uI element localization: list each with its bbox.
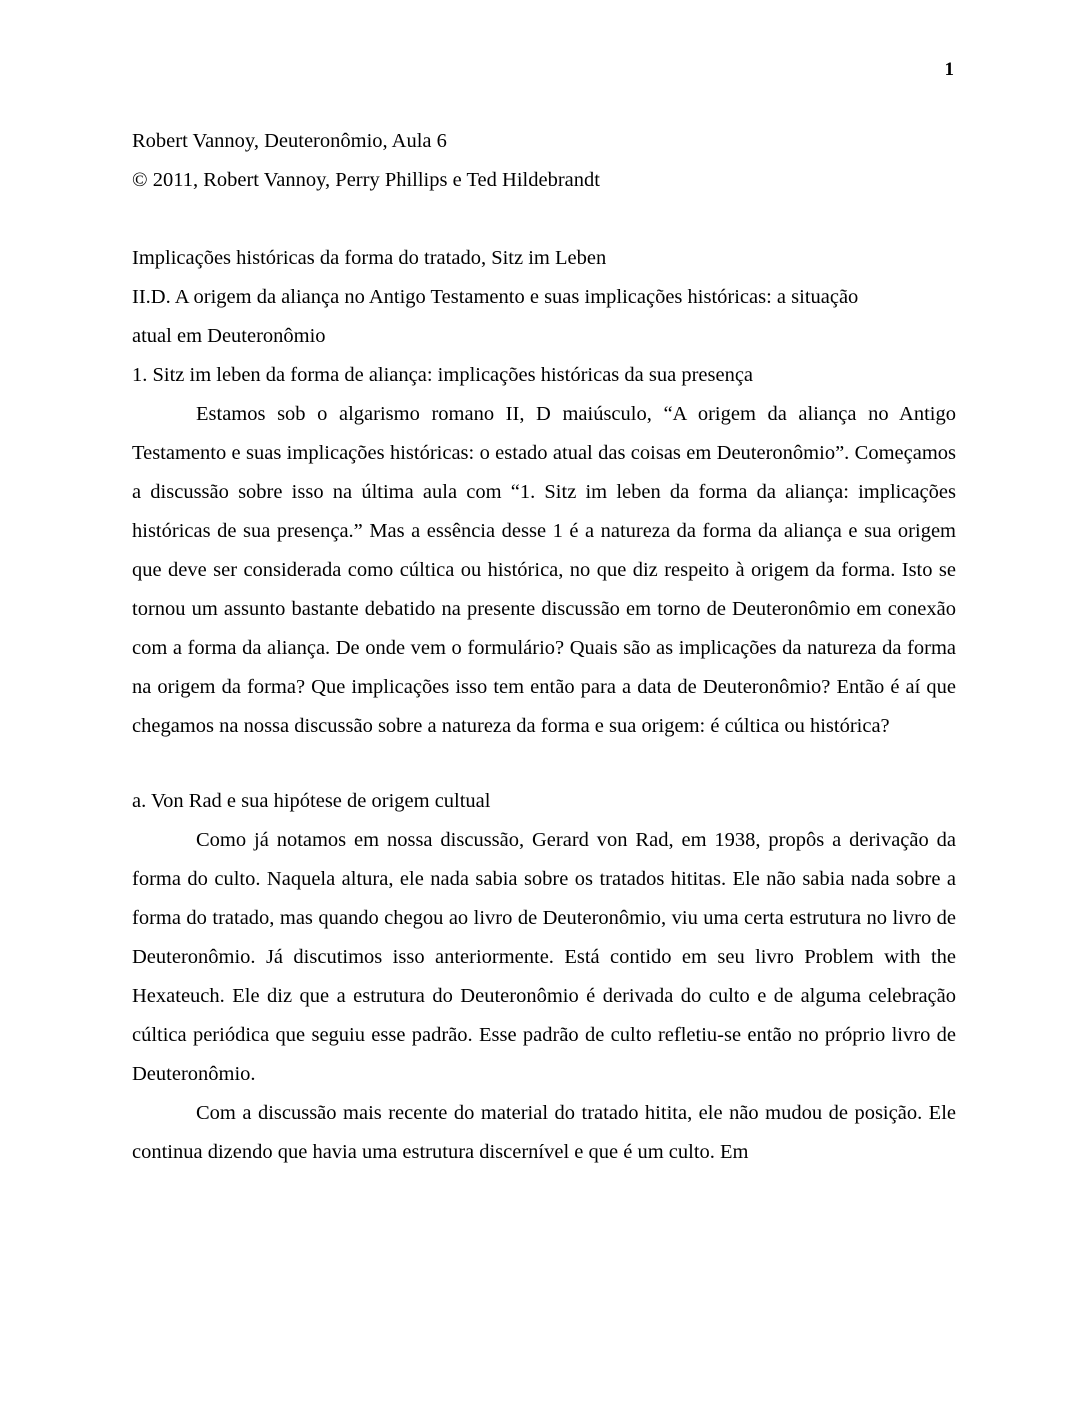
header-line-copyright: © 2011, Robert Vannoy, Perry Phillips e Ted Hildebrandt	[132, 169, 600, 191]
subsection-heading: 1. Sitz im leben da forma de aliança: implicações históricas da sua presença	[132, 364, 754, 386]
spacer-before-subheading-a	[132, 746, 956, 782]
paragraph-3: Com a discussão mais recente do material do tratado hitita, ele não mudou de posição. Ele continua dizendo que havia uma estrutura discernível e que é um culto. Em	[132, 1102, 956, 1163]
spacer-after-header	[132, 200, 956, 239]
header-line-title: Robert Vannoy, Deuteronômio, Aula 6	[132, 130, 447, 152]
topic-heading: Implicações históricas da forma do tratado, Sitz im Leben	[132, 247, 607, 269]
topic-heading-block	[132, 239, 956, 395]
subheading-a: a. Von Rad e sua hipótese de origem cultual	[132, 790, 491, 812]
document-header-block	[132, 122, 956, 200]
section-heading-line-2: atual em Deuteronômio	[132, 325, 326, 347]
paragraph-2: Como já notamos em nossa discussão, Gerard von Rad, em 1938, propôs a derivação da forma do culto. Naquela altura, ele nada sabia sobre os tratados hititas. Ele não sabia nada sobre a forma do tratado, mas quando chegou ao livro de Deuteronômio, viu uma certa estrutura no livro de Deuteronômio. Já discutimos isso anteriormente. Está contido em seu livro Problem with the Hexateuch. Ele diz que a estrutura do Deuteronômio é derivada do culto e de alguma celebração cúltica periódica que seguiu esse padrão. Esse padrão de culto refletiu-se então no próprio livro de Deuteronômio.	[132, 829, 956, 1085]
page-number: 1	[944, 59, 954, 80]
paragraph-1: Estamos sob o algarismo romano II, D maiúsculo, “A origem da aliança no Antigo Testamento e suas implicações históricas: o estado atual das coisas em Deuteronômio”. Começamos a discussão sobre isso na última aula com “1. Sitz im leben da forma da aliança: implicações históricas de sua presença.” Mas a essência desse 1 é a natureza da forma da aliança e sua origem que deve ser considerada como cúltica ou histórica, no que diz respeito à origem da forma. Isto se tornou um assunto bastante debatido na presente discussão em torno de Deuteronômio em conexão com a forma da aliança. De onde vem o formulário? Quais são as implicações da natureza da forma na origem da forma? Que implicações isso tem então para a data de Deuteronômio? Então é aí que chegamos na nossa discussão sobre a natureza da forma e sua origem: é cúltica ou histórica?	[132, 403, 956, 737]
document-body	[132, 122, 956, 1172]
section-heading-line-1: II.D. A origem da aliança no Antigo Testamento e suas implicações históricas: a situação	[132, 286, 859, 308]
